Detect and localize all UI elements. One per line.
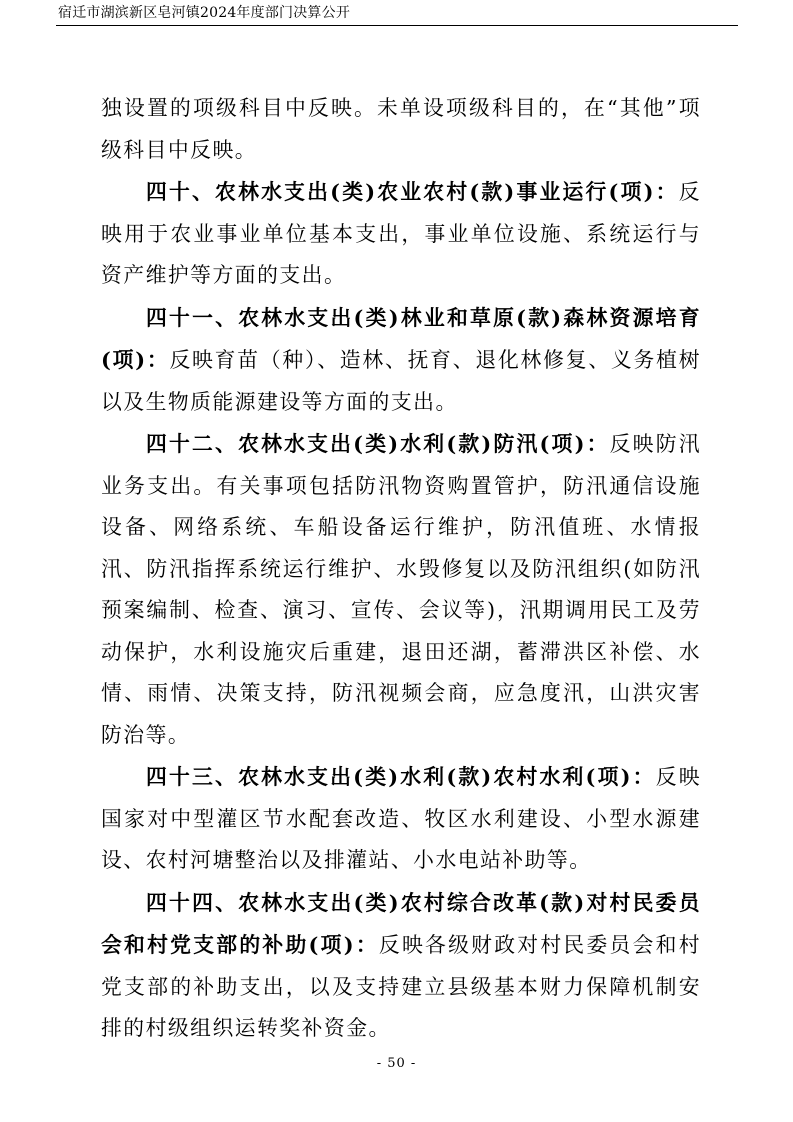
header-divider (56, 25, 738, 26)
paragraph-item-43 (101, 756, 701, 882)
item-heading: 四十一、农林水支出(类)林业和草原(款)森林资源培育(项)： (101, 304, 701, 372)
paragraph-continuation (101, 88, 701, 171)
paragraph-item-41 (101, 297, 701, 424)
paragraph-item-40 (101, 171, 701, 297)
item-description: 反映育苗（种）、造林、抚育、退化林修复、义务植树以及生物质能源建设等方面的支出。 (101, 348, 701, 414)
paragraph-item-42 (101, 423, 701, 756)
item-description: 反映用于农业事业单位基本支出，事业单位设施、系统运行与资产维护等方面的支出。 (101, 180, 701, 287)
item-heading: 四十三、农林水支出(类)水利(款)农村水利(项)： (146, 764, 656, 789)
item-heading: 四十四、农林水支出(类)农村综合改革(款)对村民委员会和村党支部的补助(项)： (101, 889, 701, 957)
item-description: 反映国家对中型灌区节水配套改造、牧区水利建设、小型水源建设、农村河塘整治以及排灌站、小水电站补助等。 (101, 765, 702, 872)
item-description: 反映各级财政对村民委员会和村党支部的补助支出，以及支持建立县级基本财力保障机制安排的村级组织运转奖补资金。 (101, 933, 701, 1040)
item-description: 反映防汛业务支出。有关事项包括防汛物资购置管护，防汛通信设施设备、网络系统、车船设备运行维护，防汛值班、水情报汛、防汛指挥系统运行维护、水毁修复以及防汛组织(如防汛预案编制、检查、演习、宣传、会议等)，汛期调用民工及劳动保护，水利设施灾后重建，退田还湖，蓄滞洪区补偿、水情、雨情、决策支持，防汛视频会商，应急度汛，山洪灾害防治等。 (101, 432, 702, 747)
document-body (101, 88, 701, 1050)
page-number: - 50 - (376, 1056, 417, 1071)
paragraph-item-44 (101, 882, 701, 1050)
item-heading: 四十二、农林水支出(类)水利(款)防汛(项)： (146, 431, 610, 456)
running-header: 宿迁市湖滨新区皂河镇2024年度部门决算公开 (58, 5, 351, 21)
paragraph-text: 独设置的项级科目中反映。未单设项级科目的，在“其他”项级科目中反映。 (101, 96, 701, 162)
item-heading: 四十、农林水支出(类)农业农村(款)事业运行(项)： (146, 179, 679, 204)
